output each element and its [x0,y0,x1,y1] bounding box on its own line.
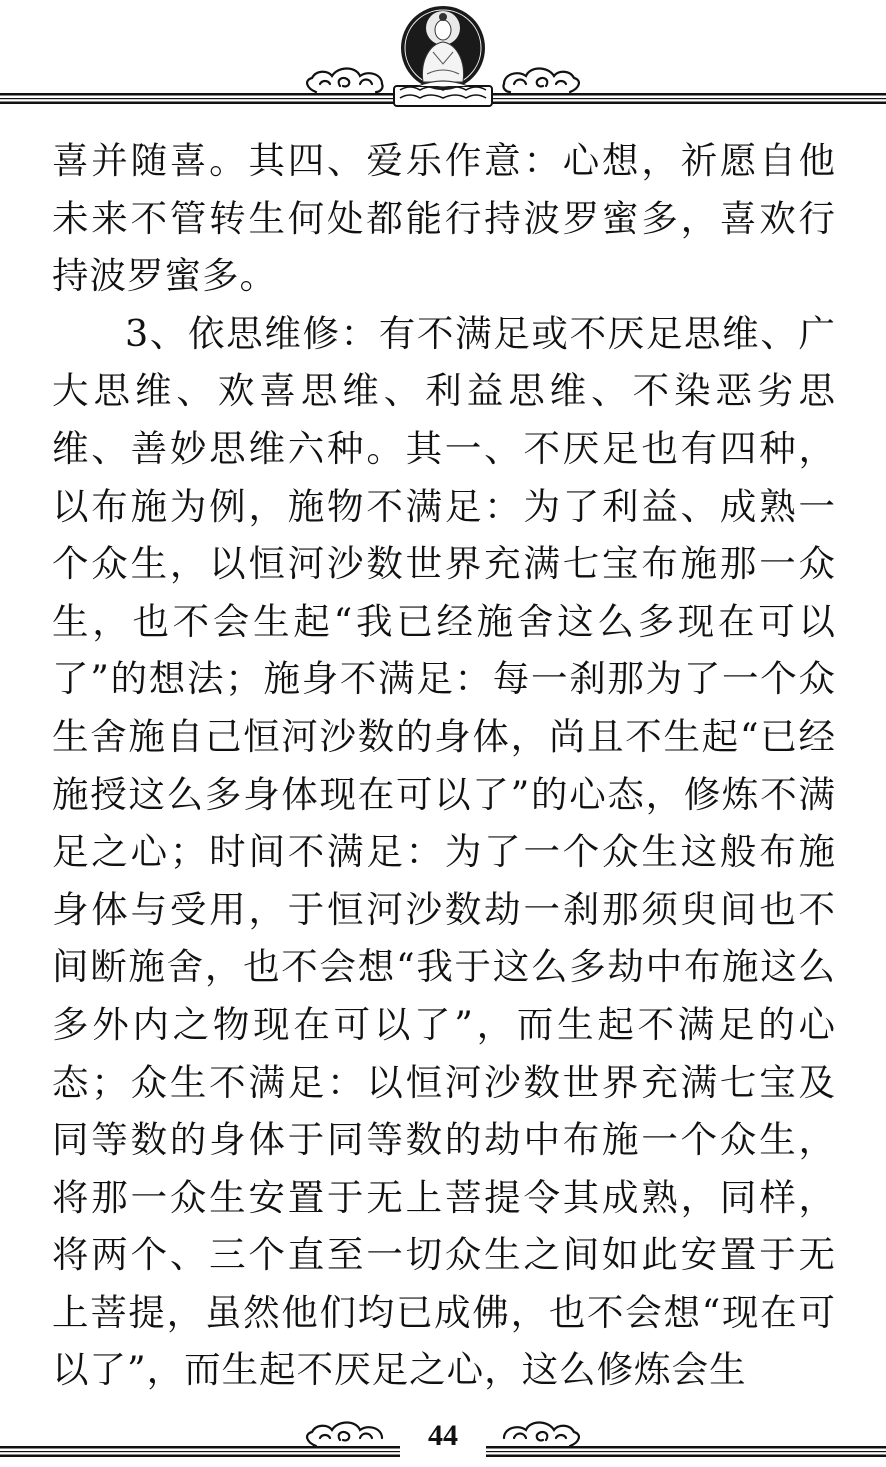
cloud-right-icon [503,69,578,93]
paragraph-continued: 喜并随喜。其四、爱乐作意：心想，祈愿自他未来不管转生何处都能行持波罗蜜多，喜欢行持波罗蜜多。 [52,139,836,298]
page-number: 44 [428,1419,458,1452]
cloud-left-icon [307,69,382,93]
paragraph-section-3: 3、依思维修：有不满足或不厌足思维、广大思维、欢喜思维、利益思维、不染恶劣思维、善妙思维六种。其一、不厌足也有四种，以布施为例，施物不满足：为了利益、成熟一个众生，以恒河沙数世界充满七宝布施那一众生，也不会生起“我已经施舍这么多现在可以了”的想法；施身不满足：每一刹那为了一个众生舍施自己恒河沙数的身体，尚且不生起“已经施授这么多身体现在可以了”的心态，修炼不满足之心；时间不满足：为了一个众生这般布施身体与受用，于恒河沙数劫一刹那须臾间也不间断施舍，也不会想“我于这么多劫中布施这么多外内之物现在可以了”，而生起不满足的心态；众生不满足：以恒河沙数世界充满七宝及同等数的身体于同等数的劫中布施一个众生，将那一众生安置于无上菩提令其成熟，同样，将两个、三个直至一切众生之间如此安置于无上菩提，虽然他们均已成佛，也不会想“现在可以了”，而生起不厌足之心，这么修炼会生 [52,311,836,1392]
body-text [52,132,836,1399]
buddha-medallion-icon [394,6,492,106]
footer-cloud-left-icon [307,1423,382,1447]
page-header [0,0,886,115]
footer-cloud-right-icon [504,1423,579,1447]
